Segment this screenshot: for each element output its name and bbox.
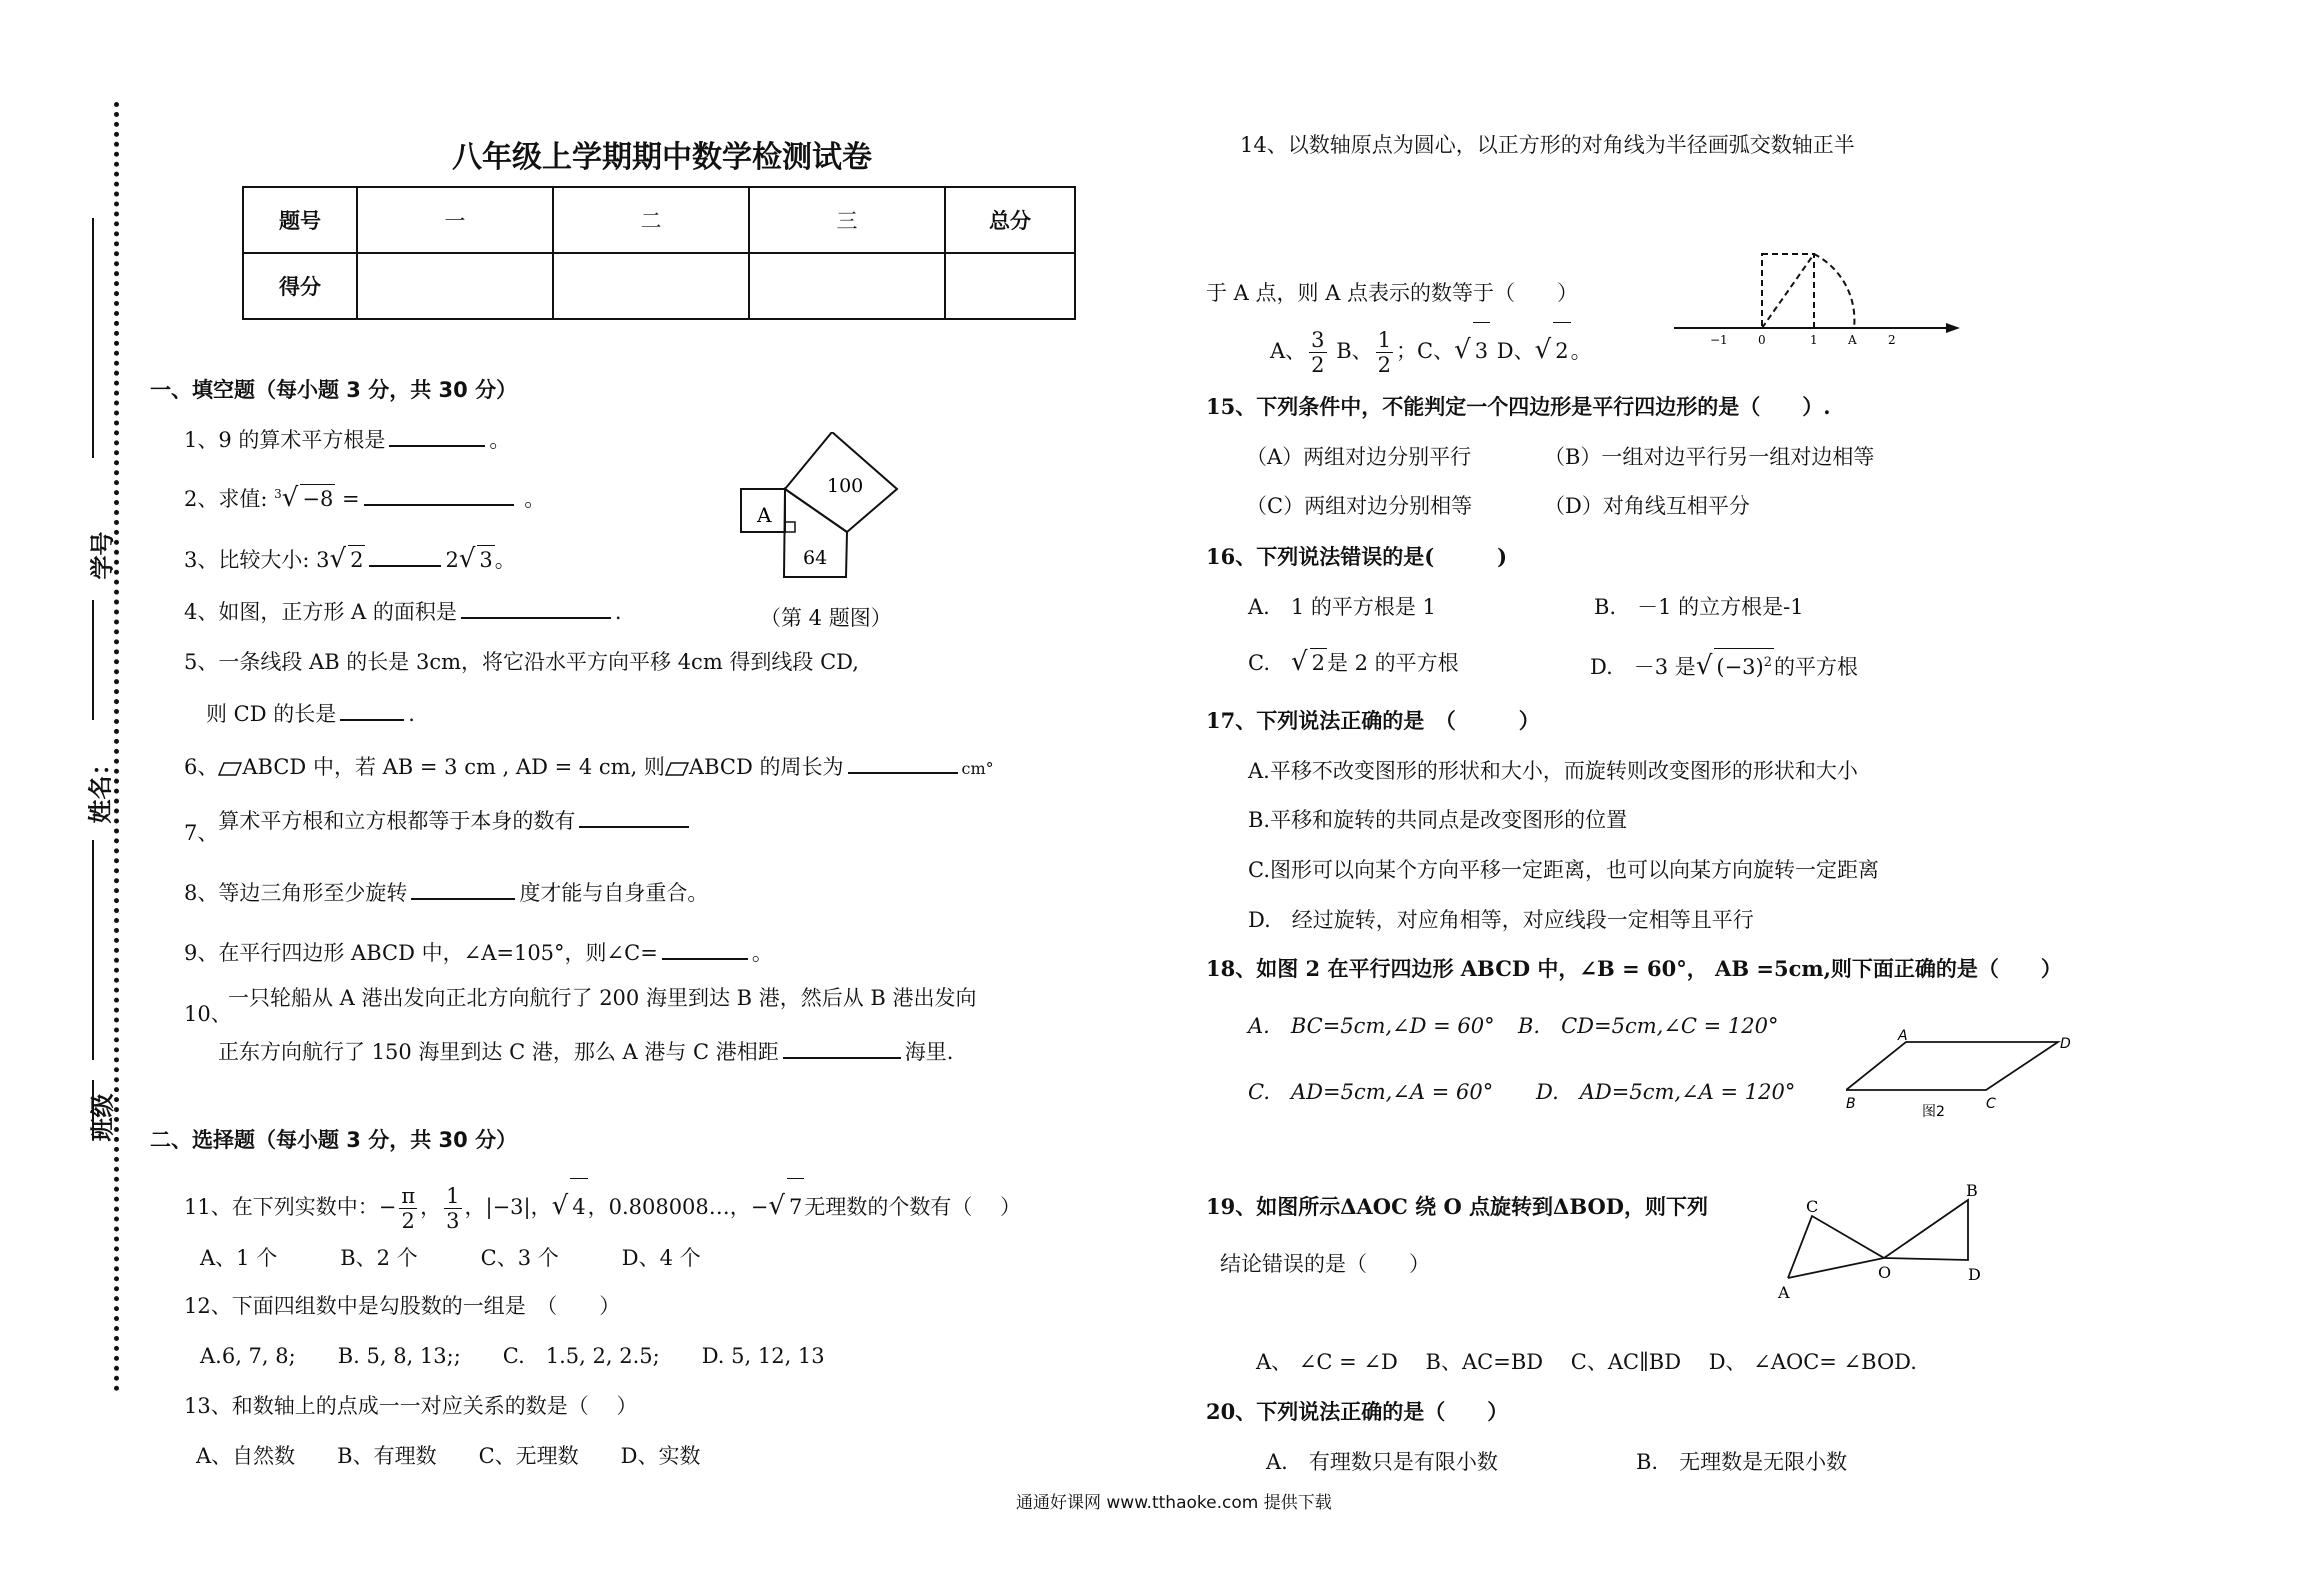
q4-text: 4、如图，正方形 A 的面积是 [184, 600, 457, 624]
q2: 2、求值: $^3$√ −8 = 。 [184, 483, 546, 513]
q18-d: D. AD=5cm,∠A = 120° [1536, 1080, 1796, 1104]
q14-frac-b-num: 1 [1377, 328, 1392, 352]
q15-a: （A）两组对边分别平行 [1246, 445, 1472, 469]
q10-tail: 海里. [904, 1040, 954, 1064]
q3-b-coef: 2 [445, 548, 459, 572]
q16-d-radicand [1714, 648, 1774, 681]
q15-b: （B）一组对边平行另一组对边相等 [1544, 445, 1875, 469]
q3-a-coef: 3 [316, 548, 330, 572]
student-id-label: 学号 [88, 531, 117, 580]
q11-frac-pi-den: 2 [401, 1209, 415, 1233]
q18-fig-d: D [2060, 1036, 2071, 1052]
score-row-label: 得分 [243, 253, 357, 319]
margin-line-2 [92, 600, 94, 720]
footer-text: 通通好课网 www.tthaoke.com 提供下载 [1016, 1493, 1332, 1513]
q18-a: A. BC=5cm,∠D = 60° [1248, 1014, 1495, 1038]
q11-rad1: 4 [570, 1178, 587, 1235]
q7 [184, 809, 693, 847]
q18-c: C. AD=5cm,∠A = 60° [1248, 1080, 1494, 1104]
q4-figure [735, 432, 905, 592]
q19-figure [1772, 1180, 1992, 1310]
q18-fig-a: A [1898, 1028, 1908, 1044]
axis-label-1: 1 [1810, 333, 1818, 346]
q15-d: （D）对角线互相平分 [1544, 494, 1750, 518]
q4: 4、如图，正方形 A 的面积是 . [184, 597, 622, 626]
q17-c: C.图形可以向某个方向平移一定距离，也可以向某方向旋转一定距离 [1248, 858, 1879, 882]
q16-d-exp: 2 [1763, 655, 1773, 670]
q16-c-rad: 2 [1310, 648, 1327, 677]
q16: 16、下列说法错误的是( ) [1206, 544, 1508, 569]
axis-label-neg1: −1 [1710, 333, 1728, 346]
q14-opt-b: B、 [1336, 339, 1373, 363]
q16-c: C. √ 2是 2 的平方根 [1248, 647, 1459, 677]
q13-options: A、自然数 B、有理数 C、无理数 D、实数 [196, 1444, 701, 1468]
q3-text: 3、比较大小: [184, 548, 310, 572]
q19-fig-b: B [1966, 1181, 1978, 1200]
q18: 18、如图 2 在平行四边形 ABCD 中，∠B = 60°， AB =5cm,则下面正确的是（ ） [1206, 956, 2062, 981]
q16-d-rad: (−3) [1716, 655, 1764, 679]
q3-a-rad: 2 [348, 545, 365, 574]
score-header-total: 总分 [945, 187, 1075, 253]
q6-text: ABCD 中，若 AB = 3 cm , AD = 4 cm, 则 [242, 755, 665, 779]
score-header-1: 一 [357, 187, 553, 253]
name-label: 姓名： [86, 751, 115, 824]
q14-options: A、 $\frac{3}{2}$ B、 $\frac{1}{2}$ ；C、√ 3 D、√ 2。 [1270, 322, 1592, 379]
q11-frac-third-num: 1 [446, 1184, 460, 1208]
q11-text: 11、在下列实数中：− [184, 1195, 397, 1219]
q10-num: 10、 [184, 1002, 232, 1026]
q5-line2: 则 CD 的长是 . [206, 699, 415, 728]
q16-c-tail: 是 2 的平方根 [1326, 651, 1459, 675]
q19-line1: 19、如图所示ΔAOC 绕 O 点旋转到ΔBOD，则下列 [1206, 1194, 1708, 1219]
q6-text2: ABCD 的周长为 [688, 755, 844, 779]
score-cell-3[interactable] [749, 253, 945, 319]
q4-fig-label-64: 64 [803, 547, 828, 569]
score-cell-1[interactable] [357, 253, 553, 319]
q19-fig-o: O [1878, 1263, 1892, 1282]
q19-line2: 结论错误的是（ ） [1220, 1252, 1430, 1276]
score-cell-2[interactable] [553, 253, 749, 319]
q1-blank[interactable] [389, 425, 485, 447]
q20-b: B. 无理数是无限小数 [1636, 1450, 1848, 1474]
q1: 1、9 的算术平方根是 。 [184, 425, 510, 454]
parallelogram-icon-2 [665, 761, 689, 777]
q6 [184, 752, 994, 783]
q15-c: （C）两组对边分别相等 [1246, 494, 1473, 518]
q4-fig-label-a: A [757, 503, 772, 527]
q14-opt-c: ；C、 [1396, 339, 1455, 363]
q11: 11、在下列实数中：− $\frac{\pi}{2}$ ， $\frac{1}{3}$ ，|−3|，√ 4，0.808008…，−√ 7无理数的个数有（ ） [184, 1178, 1021, 1235]
q8 [184, 878, 708, 907]
q14-opt-end: 。 [1570, 339, 1592, 363]
q14-line2: 于 A 点，则 A 点表示的数等于（ ） [1206, 281, 1579, 305]
section1-heading: 一、填空题（每小题 3 分，共 30 分） [150, 378, 518, 402]
q16-a: A. 1 的平方根是 1 [1248, 595, 1436, 619]
q18-b: B. CD=5cm,∠C = 120° [1518, 1014, 1779, 1038]
q11-rad2: 7 [787, 1178, 804, 1235]
q14-frac-a-num: 3 [1311, 328, 1325, 352]
q16-c-pre: C. [1248, 651, 1270, 675]
q8-text: 8、等边三角形至少旋转 [184, 881, 408, 905]
q3: 3、比较大小: 3√ 2 2√ 3。 [184, 544, 516, 574]
q17: 17、下列说法正确的是 （ ） [1206, 708, 1540, 733]
q19-fig-c: C [1806, 1197, 1819, 1216]
section2-heading: 二、选择题（每小题 3 分，共 30 分） [150, 1128, 518, 1152]
q14-frac-a [1309, 328, 1326, 377]
q7-num: 7、 [184, 821, 219, 845]
q2-root-index: 3 [274, 487, 282, 501]
score-header-3: 三 [749, 187, 945, 253]
q16-d-tail: 的平方根 [1774, 655, 1859, 679]
score-table [242, 186, 1076, 320]
q15: 15、下列条件中，不能判定一个四边形是平行四边形的是（ ）. [1206, 394, 1831, 419]
q11-tail: 无理数的个数有（ ） [804, 1195, 1022, 1219]
q11-frac-pi-num: π [401, 1184, 416, 1208]
q16-b: B. －1 的立方根是-1 [1594, 595, 1804, 619]
q18-fig-b: B [1846, 1096, 1856, 1112]
q13: 13、和数轴上的点成一一对应关系的数是（ ） [184, 1394, 638, 1418]
q14-opt-a: A、 [1270, 339, 1307, 363]
q7-blank[interactable] [579, 806, 689, 828]
axis-label-a: A [1848, 333, 1857, 346]
q7-text: 算术平方根和立方根都等于本身的数有 [218, 809, 576, 833]
q11-frac-third [444, 1184, 461, 1233]
q4-fig-label-100: 100 [827, 475, 864, 497]
q14-frac-a-den: 2 [1311, 353, 1325, 377]
q3-b-rad: 3 [477, 545, 494, 574]
q14-opt-d-rad: 2 [1553, 322, 1570, 379]
q14-number-line [1670, 246, 1960, 346]
q17-d: D. 经过旋转，对应角相等，对应线段一定相等且平行 [1248, 908, 1754, 932]
q14-frac-b-den: 2 [1377, 353, 1392, 377]
q19-fig-d: D [1968, 1265, 1981, 1284]
q2-eq: = [342, 487, 360, 511]
q10-line1: 一只轮船从 A 港出发向正北方向航行了 200 海里到达 B 港，然后从 B 港出发向 [228, 986, 977, 1010]
score-cell-total[interactable] [945, 253, 1075, 319]
q14-opt-d: D、 [1496, 339, 1535, 363]
q19-options: A、 ∠C = ∠D B、AC=BD C、AC∥BD D、 ∠AOC= ∠BOD. [1256, 1350, 1917, 1374]
q2-text: 2、求值: [184, 487, 268, 511]
score-header-num: 题号 [243, 187, 357, 253]
q12: 12、下面四组数中是勾股数的一组是 （ ） [184, 1294, 621, 1318]
q9-blank[interactable] [662, 938, 748, 960]
q12-options: A.6, 7, 8; B. 5, 8, 13;; C. 1.5, 2, 2.5; D. 5, 12, 13 [200, 1344, 825, 1368]
q9-text: 9、在平行四边形 ABCD 中，∠A=105°，则∠C= [184, 941, 658, 965]
q10-blank[interactable] [783, 1037, 901, 1059]
q20: 20、下列说法正确的是（ ） [1206, 1399, 1509, 1424]
q4-caption: （第 4 题图） [760, 606, 892, 630]
q5-line1: 5、一条线段 AB 的长是 3cm，将它沿水平方向平移 4cm 得到线段 CD, [184, 650, 859, 674]
q1-text: 1、9 的算术平方根是 [184, 428, 386, 452]
q8-blank[interactable] [411, 878, 515, 900]
q11-frac-third-den: 3 [446, 1209, 460, 1233]
class-label: 班级 [88, 1093, 117, 1142]
q14-frac-b [1376, 328, 1393, 377]
q2-radicand: −8 [300, 484, 335, 513]
axis-label-0: 0 [1758, 333, 1766, 346]
q6-unit: cm° [961, 759, 994, 778]
q11-mid: ，|−3|， [464, 1195, 552, 1219]
q6-num: 6、 [184, 755, 219, 779]
q16-d-pre: D. －3 是 [1590, 655, 1696, 679]
q10-text: 正东方向航行了 150 海里到达 C 港，那么 A 港与 C 港相距 [218, 1040, 779, 1064]
q8-tail: 度才能与自身重合。 [519, 881, 709, 905]
axis-label-2: 2 [1888, 333, 1896, 346]
q19-fig-a: A [1778, 1283, 1790, 1302]
q18-figure [1846, 1028, 2076, 1120]
q11-mid2: ，0.808008…，− [587, 1195, 769, 1219]
q5-text: 则 CD 的长是 [206, 702, 337, 726]
score-header-2: 二 [553, 187, 749, 253]
q10-line2 [218, 1037, 953, 1066]
q20-a: A. 有理数只是有限小数 [1266, 1450, 1498, 1474]
parallelogram-icon [218, 761, 242, 777]
q3-blank[interactable] [369, 545, 441, 567]
q17-a: A.平移不改变图形的形状和大小，而旋转则改变图形的形状和大小 [1248, 759, 1858, 783]
q14-opt-c-rad: 3 [1473, 322, 1490, 379]
q4-blank[interactable] [461, 597, 611, 619]
page-title: 八年级上学期期中数学检测试卷 [452, 140, 872, 175]
q11-frac-pi [399, 1184, 417, 1233]
q17-b: B.平移和旋转的共同点是改变图形的位置 [1248, 808, 1628, 832]
q6-blank[interactable] [848, 752, 958, 774]
margin-line-1 [92, 218, 94, 458]
margin-line-3 [92, 840, 94, 1060]
q5-blank[interactable] [340, 699, 404, 721]
q16-d: D. －3 是√ $(-3)^2$的平方根 [1590, 648, 1858, 681]
q14-line1: 14、以数轴原点为圆心，以正方形的对角线为半径画弧交数轴正半 [1240, 133, 1855, 157]
q18-fig-c: C [1986, 1096, 1996, 1112]
q9: 9、在平行四边形 ABCD 中，∠A=105°，则∠C= 。 [184, 938, 773, 967]
q2-blank[interactable] [364, 484, 514, 506]
q18-fig-caption: 图2 [1922, 1104, 1945, 1120]
q11-options: A、1 个 B、2 个 C、3 个 D、4 个 [200, 1246, 701, 1270]
